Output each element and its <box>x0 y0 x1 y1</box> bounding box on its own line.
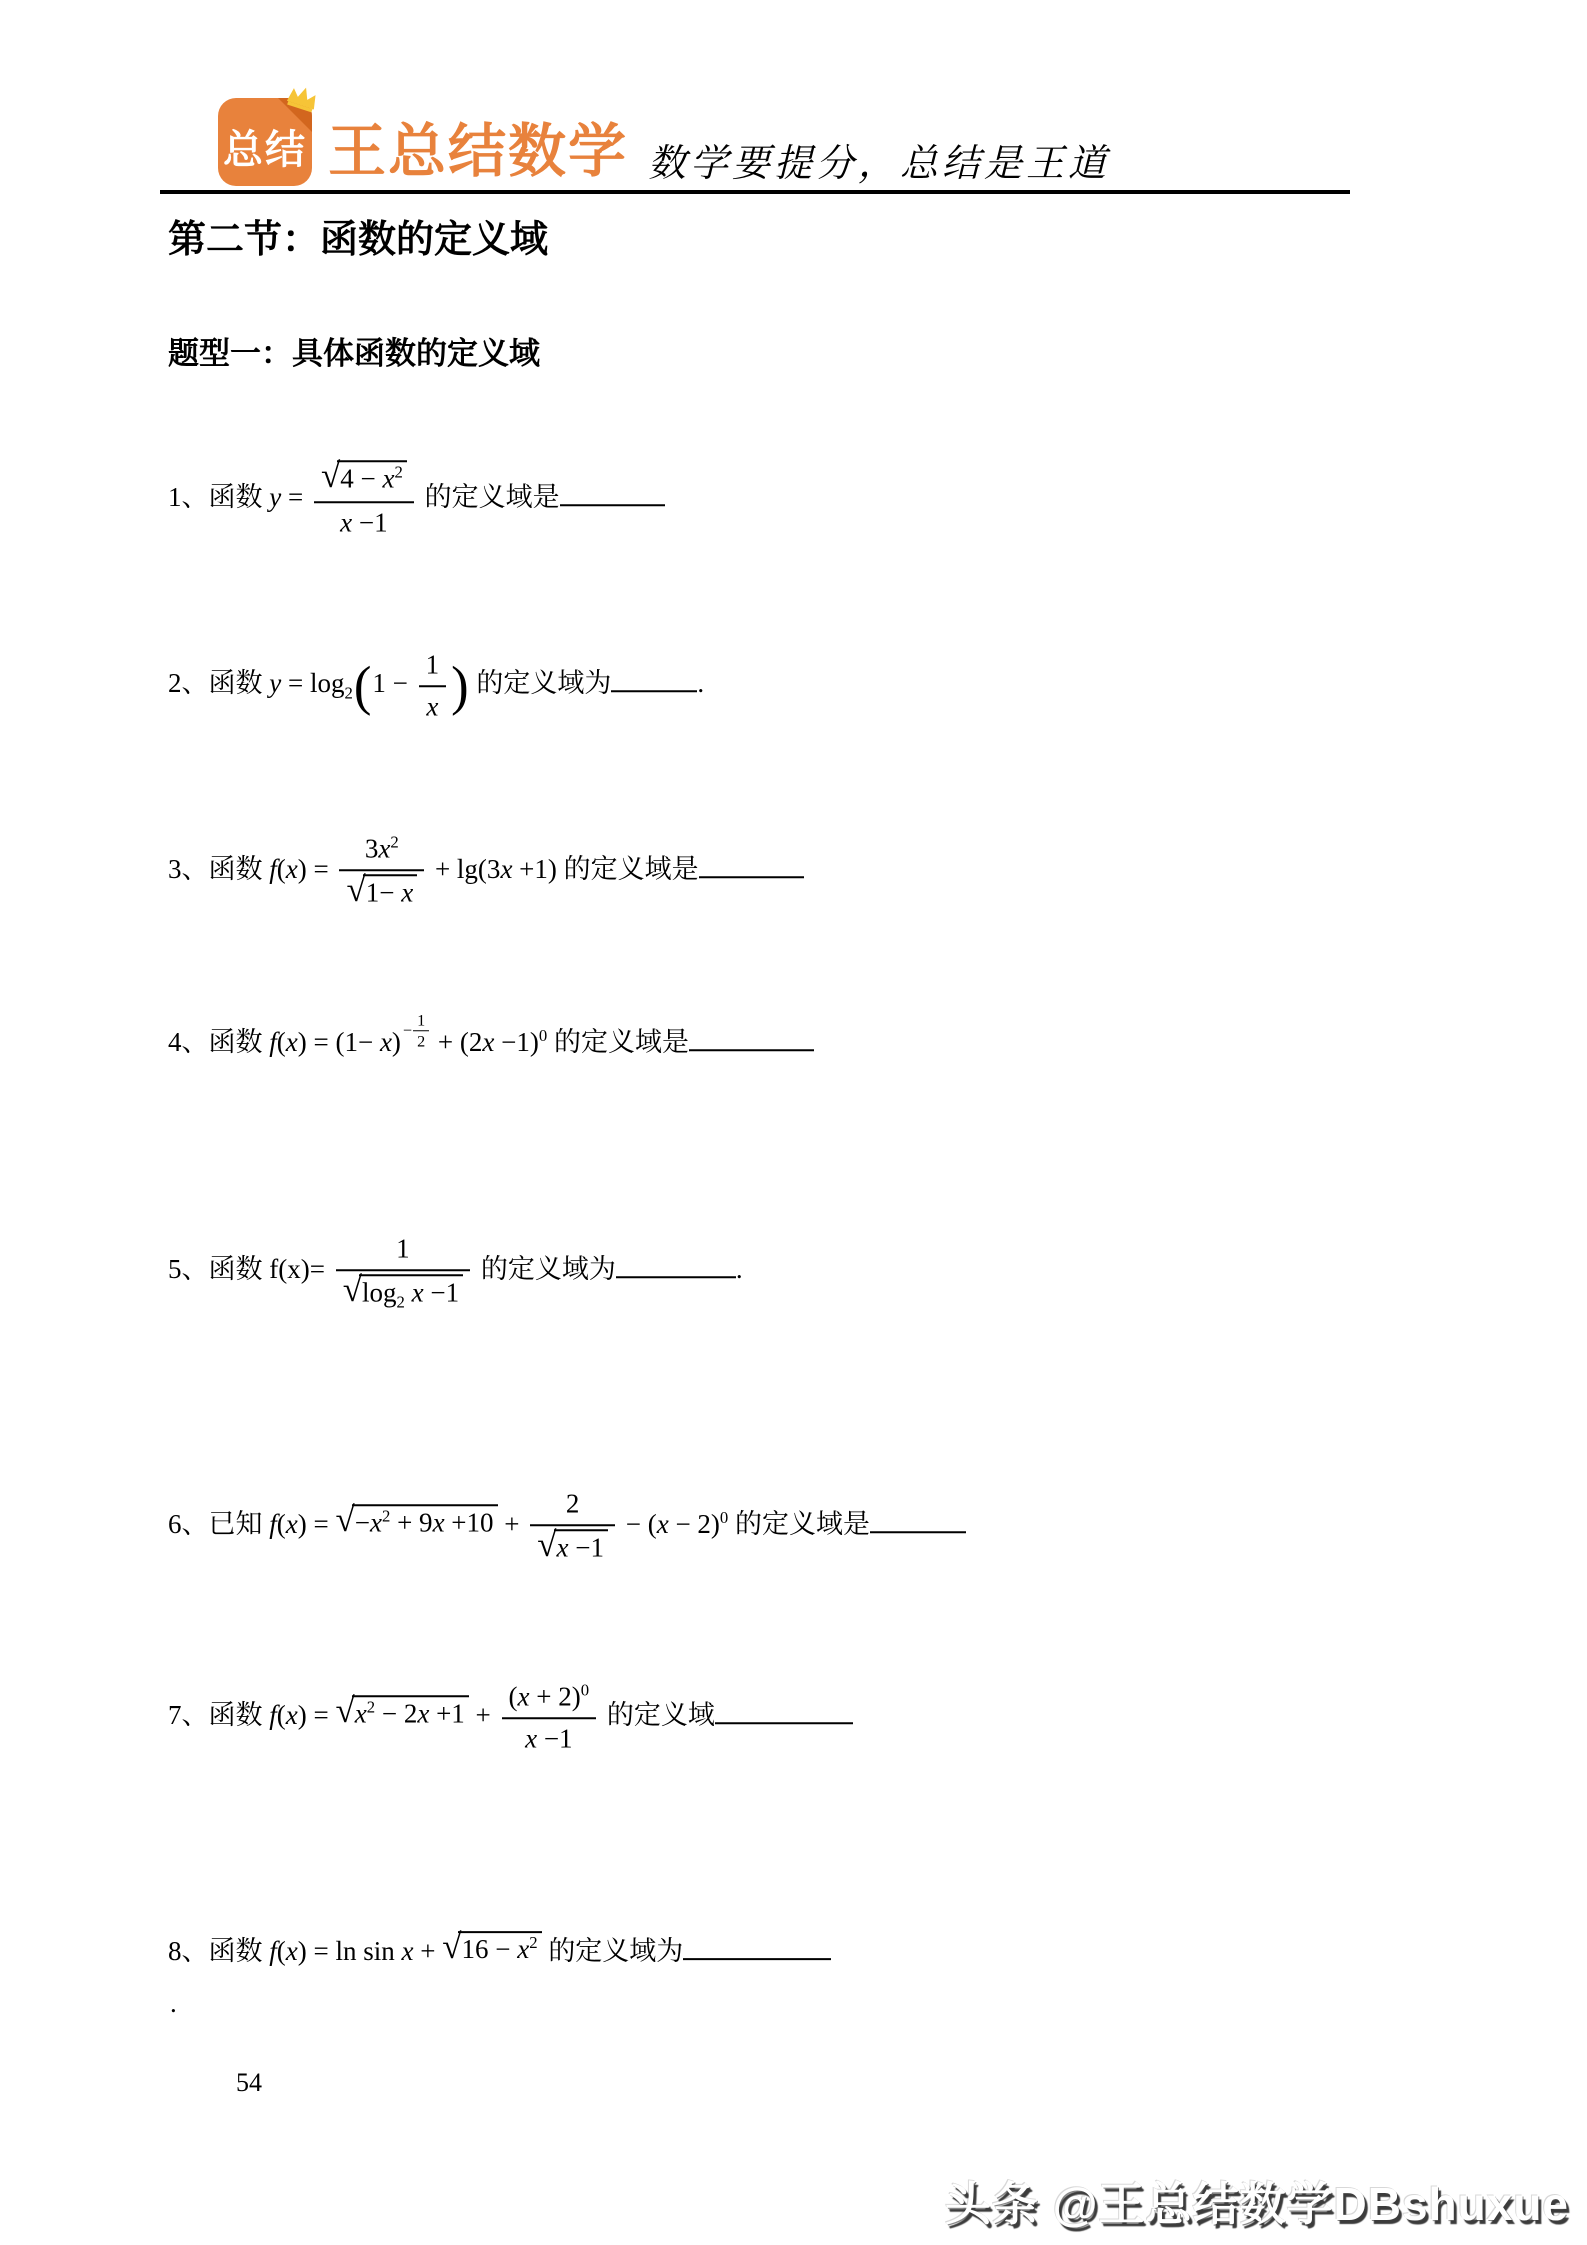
math-text: 3 <box>364 833 379 864</box>
math-text: −1 <box>423 1277 460 1307</box>
math-text: 的定义域是 <box>728 1509 871 1540</box>
math-variable: x <box>382 463 395 494</box>
radical-sign: √ <box>335 1691 355 1731</box>
math-text: 的定义域为 <box>474 1254 616 1285</box>
answer-blank <box>611 684 697 692</box>
math-variable: x <box>285 1509 298 1540</box>
math-text: + 9 <box>390 1507 433 1538</box>
math-variable: x <box>401 1936 414 1967</box>
fraction-numerator <box>419 648 447 687</box>
math-text: −1 <box>352 507 388 537</box>
math-variable: x <box>426 691 439 721</box>
radical-sign: √ <box>320 456 341 496</box>
answer-blank <box>616 1270 736 1278</box>
fraction-numerator <box>336 1232 470 1271</box>
math-variable: x <box>525 1723 538 1753</box>
math-variable: f <box>269 1026 277 1057</box>
math-variable: x <box>556 1532 569 1562</box>
math-variable: f <box>269 854 277 885</box>
math-text: 16 − <box>461 1934 518 1965</box>
radicand <box>363 874 417 910</box>
math-text: ) = <box>297 1509 336 1540</box>
fraction <box>419 648 447 724</box>
radical-sign: √ <box>442 1927 462 1967</box>
logo-badge-text: 总结 <box>223 128 307 172</box>
radicand <box>458 1931 541 1967</box>
math-variable: x <box>401 877 414 907</box>
math-text: ) = (1− <box>297 1026 380 1057</box>
math-text: − 2 <box>375 1698 418 1729</box>
math-variable: f <box>269 1700 277 1731</box>
math-text: 的定义域是 <box>417 482 560 513</box>
math-text: = log <box>281 668 345 699</box>
math-variable: x <box>285 1700 298 1731</box>
math-superscript: 2 <box>394 462 403 482</box>
square-root <box>346 869 417 910</box>
problem-item-8 <box>168 1927 831 1969</box>
math-variable: x <box>482 1026 495 1057</box>
exponent-fraction <box>403 1010 429 1052</box>
radicand <box>359 1274 463 1310</box>
radical-sign: √ <box>335 1500 355 1540</box>
math-text: 2、函数 <box>168 668 270 699</box>
problem-item-2: 2、函数 $y = \log_2(1$ − $\frac{1}{x}$ ) 的定义域为 . <box>168 648 704 724</box>
math-text: +10 <box>444 1507 494 1538</box>
fraction <box>502 1680 597 1756</box>
problem-item-4 <box>168 1010 814 1067</box>
math-text: 7、函数 <box>168 1700 270 1731</box>
math-text: 4、函数 <box>168 1026 270 1057</box>
problem-item-5 <box>168 1232 743 1312</box>
answer-blank <box>870 1525 966 1533</box>
math-text: = <box>281 482 310 513</box>
math-text: −1 <box>537 1723 573 1753</box>
square-root <box>335 1691 468 1731</box>
exponent-denominator: 2 <box>417 1032 426 1051</box>
math-text: + <box>497 1509 527 1540</box>
math-variable: x <box>411 1277 424 1307</box>
math-text: + 2) <box>529 1681 581 1712</box>
square-root <box>537 1524 608 1565</box>
math-variable: y <box>269 482 282 513</box>
math-text: ( <box>276 1509 286 1540</box>
math-variable: x <box>517 1934 530 1965</box>
math-text: 的定义域 <box>600 1700 715 1731</box>
math-text <box>405 1277 412 1307</box>
math-variable: x <box>379 1026 392 1057</box>
math-superscript: 0 <box>538 1025 548 1045</box>
math-superscript: 2 <box>381 1506 391 1526</box>
math-text: ( <box>276 854 286 885</box>
math-variable: x <box>354 1698 367 1729</box>
math-variable: x <box>656 1509 669 1540</box>
math-text: . <box>735 1254 743 1285</box>
math-text: − ( <box>619 1509 657 1540</box>
fraction-numerator <box>502 1680 597 1719</box>
math-text: 8、函数 <box>168 1936 270 1967</box>
math-text: 3、函数 <box>168 854 270 885</box>
math-text: ) <box>391 1026 401 1057</box>
math-text: ( <box>276 1026 286 1057</box>
math-variable: x <box>500 854 513 885</box>
math-text: + <box>413 1936 443 1967</box>
brand-name: 王总结数学 <box>328 119 629 184</box>
fraction <box>314 456 414 540</box>
math-variable: x <box>369 1507 382 1538</box>
fraction-denominator <box>502 1719 597 1756</box>
math-superscript: 0 <box>719 1508 729 1528</box>
problem-item-6 <box>168 1487 966 1567</box>
math-text: 的定义域是 <box>547 1026 689 1057</box>
fraction-denominator <box>336 1271 470 1312</box>
subsection-title: 题型一：具体函数的定义域 <box>168 336 540 371</box>
math-variable: f <box>269 1936 277 1967</box>
math-variable: x <box>517 1681 530 1712</box>
math-variable: x <box>417 1698 430 1729</box>
radicand <box>337 460 407 496</box>
radicand <box>352 1695 469 1731</box>
math-subscript: 2 <box>344 683 353 703</box>
math-text: − 2) <box>668 1509 720 1540</box>
math-text: − <box>354 1507 370 1538</box>
stray-dot: . <box>170 1988 177 2018</box>
exponent-stack <box>413 1010 429 1052</box>
math-variable: x <box>340 507 353 537</box>
radical-sign: √ <box>537 1524 557 1564</box>
radicand <box>554 1529 608 1565</box>
page-number: 54 <box>236 2068 262 2097</box>
square-root <box>335 1500 497 1540</box>
math-superscript: 0 <box>580 1680 590 1700</box>
fraction-numerator <box>530 1487 615 1526</box>
exponent-numerator: 1 <box>413 1010 429 1031</box>
fraction-denominator <box>339 871 424 912</box>
math-text: + (2 <box>431 1026 483 1057</box>
radicand <box>352 1504 498 1540</box>
math-variable: y <box>269 668 282 699</box>
math-text: +1 <box>429 1698 465 1729</box>
math-text: 2 <box>565 1488 580 1519</box>
math-variable: f <box>269 1509 277 1540</box>
math-superscript: 2 <box>366 1697 376 1717</box>
fraction <box>336 1232 470 1312</box>
math-text: ( <box>508 1681 518 1712</box>
square-root <box>342 1269 463 1312</box>
fraction-denominator <box>530 1526 615 1567</box>
math-text: log <box>361 1277 397 1307</box>
math-text: −1) <box>494 1026 539 1057</box>
math-text: ( <box>276 1936 286 1967</box>
math-text: −1 <box>568 1532 604 1562</box>
answer-blank <box>683 1952 831 1960</box>
fraction <box>339 832 424 912</box>
math-text: 6、已知 <box>168 1509 270 1540</box>
math-text: 1 <box>396 1233 410 1264</box>
math-text: ) = ln sin <box>297 1936 402 1967</box>
radical-sign: √ <box>346 869 366 909</box>
watermark: 头条 @王总结数学DBshuxue <box>944 2178 1569 2230</box>
math-text: 1− <box>365 877 402 907</box>
math-text: +1) 的定义域是 <box>512 854 699 885</box>
square-root <box>320 456 407 496</box>
math-text: ) = <box>297 1700 336 1731</box>
answer-blank <box>689 1043 814 1051</box>
answer-blank <box>560 498 665 506</box>
answer-blank <box>699 870 804 878</box>
math-variable: x <box>285 1026 298 1057</box>
brand-tagline: 数学要提分，总结是王道 <box>648 141 1111 185</box>
math-text: 4 − <box>340 463 383 494</box>
math-text: 的定义域为 <box>541 1936 684 1967</box>
math-superscript: 2 <box>390 832 399 852</box>
fraction-denominator <box>419 687 447 724</box>
math-text: . <box>697 668 705 699</box>
math-text: 1 − <box>372 668 415 699</box>
problem-item-3 <box>168 832 804 912</box>
math-variable: x <box>285 854 298 885</box>
math-variable: x <box>285 1936 298 1967</box>
fraction-numerator <box>339 832 424 871</box>
math-subscript: 2 <box>396 1292 405 1312</box>
math-text: 1、函数 <box>168 482 270 513</box>
fraction <box>530 1487 615 1567</box>
math-text: 5、函数 f(x)= <box>168 1254 332 1285</box>
problem-item-1 <box>168 456 665 540</box>
math-variable: x <box>378 833 391 864</box>
math-text: ( <box>276 1700 286 1731</box>
math-superscript: 2 <box>529 1933 538 1953</box>
fraction-denominator <box>314 503 414 540</box>
math-text: 的定义域为 <box>469 668 612 699</box>
square-root <box>442 1927 541 1967</box>
math-text: + lg(3 <box>428 854 501 885</box>
math-text: + <box>468 1700 498 1731</box>
radical-sign: √ <box>342 1269 362 1309</box>
section-title: 第二节：函数的定义域 <box>168 219 549 261</box>
exponent-sign: − <box>402 1021 413 1040</box>
math-text: ) = <box>297 854 336 885</box>
fraction-numerator <box>314 456 414 503</box>
math-variable: x <box>432 1507 445 1538</box>
math-text: 1 <box>425 649 440 680</box>
problem-item-7 <box>168 1680 853 1756</box>
answer-blank <box>715 1716 853 1724</box>
